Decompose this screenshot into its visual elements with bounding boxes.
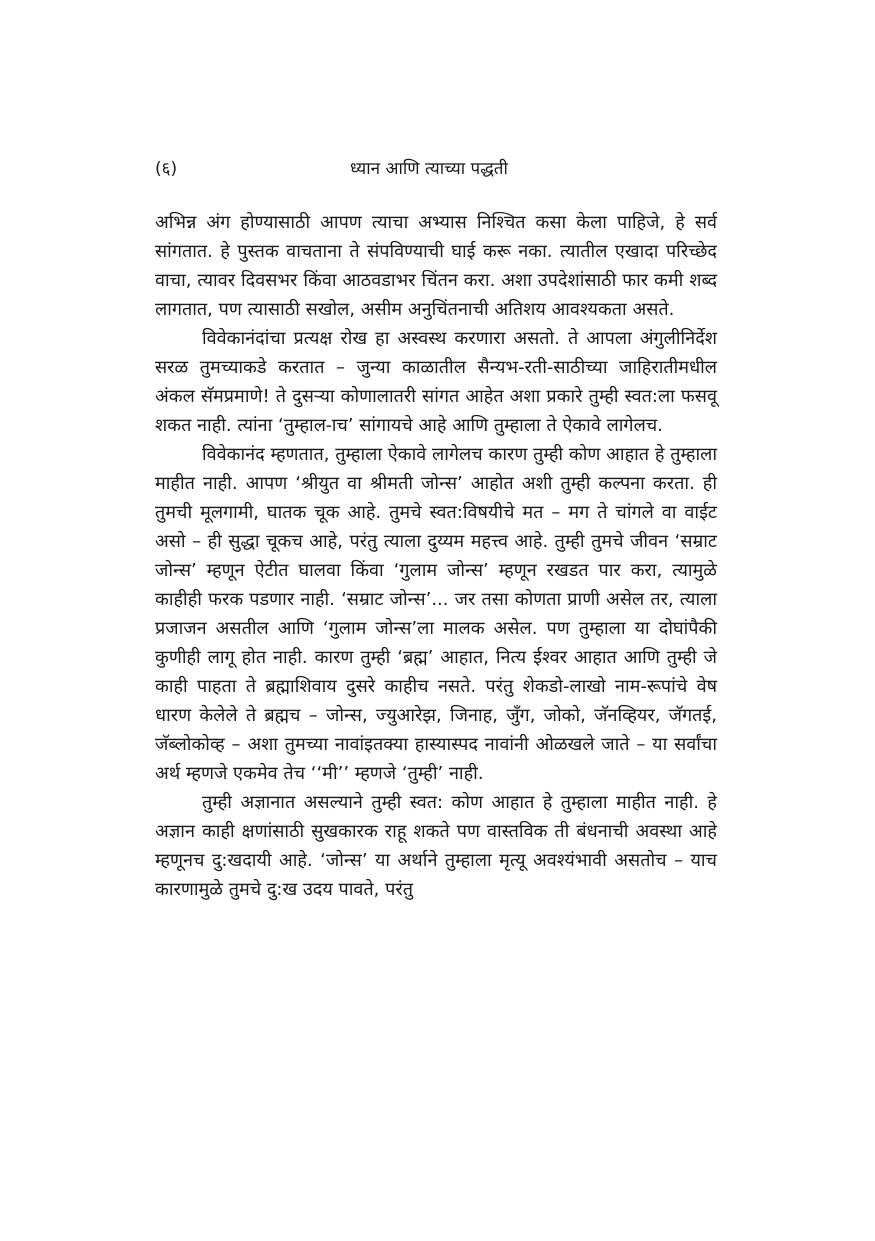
page-header: [155, 156, 715, 184]
paragraph-4: तुम्ही अज्ञानात असल्याने तुम्ही स्वत: कोण आहात हे तुम्हाला माहीत नाही. हे अज्ञान काही क्षणांसाठी सुखकारक राहू शकते पण वास्तविक ती बंधनाची अवस्था आहे म्हणूनच दु:खदायी आहे. ‘जोन्स’ या अर्थाने तुम्हाला मृत्यू अवश्यंभावी असतोच – याच कारणामुळे तुमचे दु:ख उदय पावते, परंतु: [155, 792, 717, 900]
paragraph-1: अभिन्न अंग होण्यासाठी आपण त्याचा अभ्यास निश्चित कसा केला पाहिजे, हे सर्व सांगतात. हे पुस्तक वाचताना ते संपविण्याची घाई करू नका. त्यातील एखादा परिच्छेद वाचा, त्यावर दिवसभर किंवा आठवडाभर चिंतन करा. अशा उपदेशांसाठी फार कमी शब्द लागतात, पण त्यासाठी सखोल, असीम अनुचिंतनाची अतिशय आवश्यकता असते.: [155, 212, 717, 320]
running-title: ध्यान आणि त्याच्या पद्धती: [350, 159, 508, 179]
paragraph-2: विवेकानंदांचा प्रत्यक्ष रोख हा अस्वस्थ करणारा असतो. ते आपला अंगुलीनिर्देश सरळ तुमच्याकडे करतात – जुन्या काळातील सैन्यभ-रती-साठीच्या जाहिरातीमधील अंकल सॅमप्रमाणे! ते दुसऱ्या कोणालातरी सांगत आहेत अशा प्रकारे तुम्ही स्वत:ला फसवू शकत नाही. त्यांना ‘तुम्हाल-ाच’ सांगायचे आहे आणि तुम्हाला ते ऐकावे लागेलच.: [155, 328, 717, 436]
paragraph-3: विवेकानंद म्हणतात, तुम्हाला ऐकावे लागेलच कारण तुम्ही कोण आहात हे तुम्हाला माहीत नाही. आपण ‘श्रीयुत वा श्रीमती जोन्स’ आहोत अशी तुम्ही कल्पना करता. ही तुमची मूलगामी, घातक चूक आहे. तुमचे स्वत:विषयीचे मत – मग ते चांगले वा वाईट असो – ही सुद्धा चूकच आहे, परंतु त्याला दुय्यम महत्त्व आहे. तुम्ही तुमचे जीवन ‘सम्राट जोन्स’ म्हणून ऐटीत घालवा किंवा ‘गुलाम जोन्स’ म्हणून रखडत पार करा, त्यामुळे काहीही फरक पडणार नाही. ‘सम्राट जोन्स’... जर तसा कोणता प्राणी असेल तर, त्याला प्रजाजन असतील आणि ‘गुलाम जोन्स’ला मालक असेल. पण तुम्हाला या दोघांपैकी कुणीही लागू होत नाही. कारण तुम्ही ‘ब्रह्म’ आहात, नित्य ईश्वर आहात आणि तुम्ही जे काही पाहता ते ब्रह्माशिवाय दुसरे काहीच नसते. परंतु शेकडो-लाखो नाम-रूपांचे वेष धारण केलेले ते ब्रह्मच – जोन्स, ज्युआरेझ, जिनाह, जुँग, जोको, जॅनव्हियर, जॅगतई, जॅब्लोकोव्ह – अशा तुमच्या नावांइतक्या हास्यास्पद नावांनी ओळखले जाते – या सर्वांचा अर्थ म्हणजे एकमेव तेच ‘‘मी’’ म्हणजे ‘तुम्ही’ नाही.: [155, 444, 717, 784]
page-number: (६): [155, 159, 178, 179]
body-text: [155, 208, 717, 904]
